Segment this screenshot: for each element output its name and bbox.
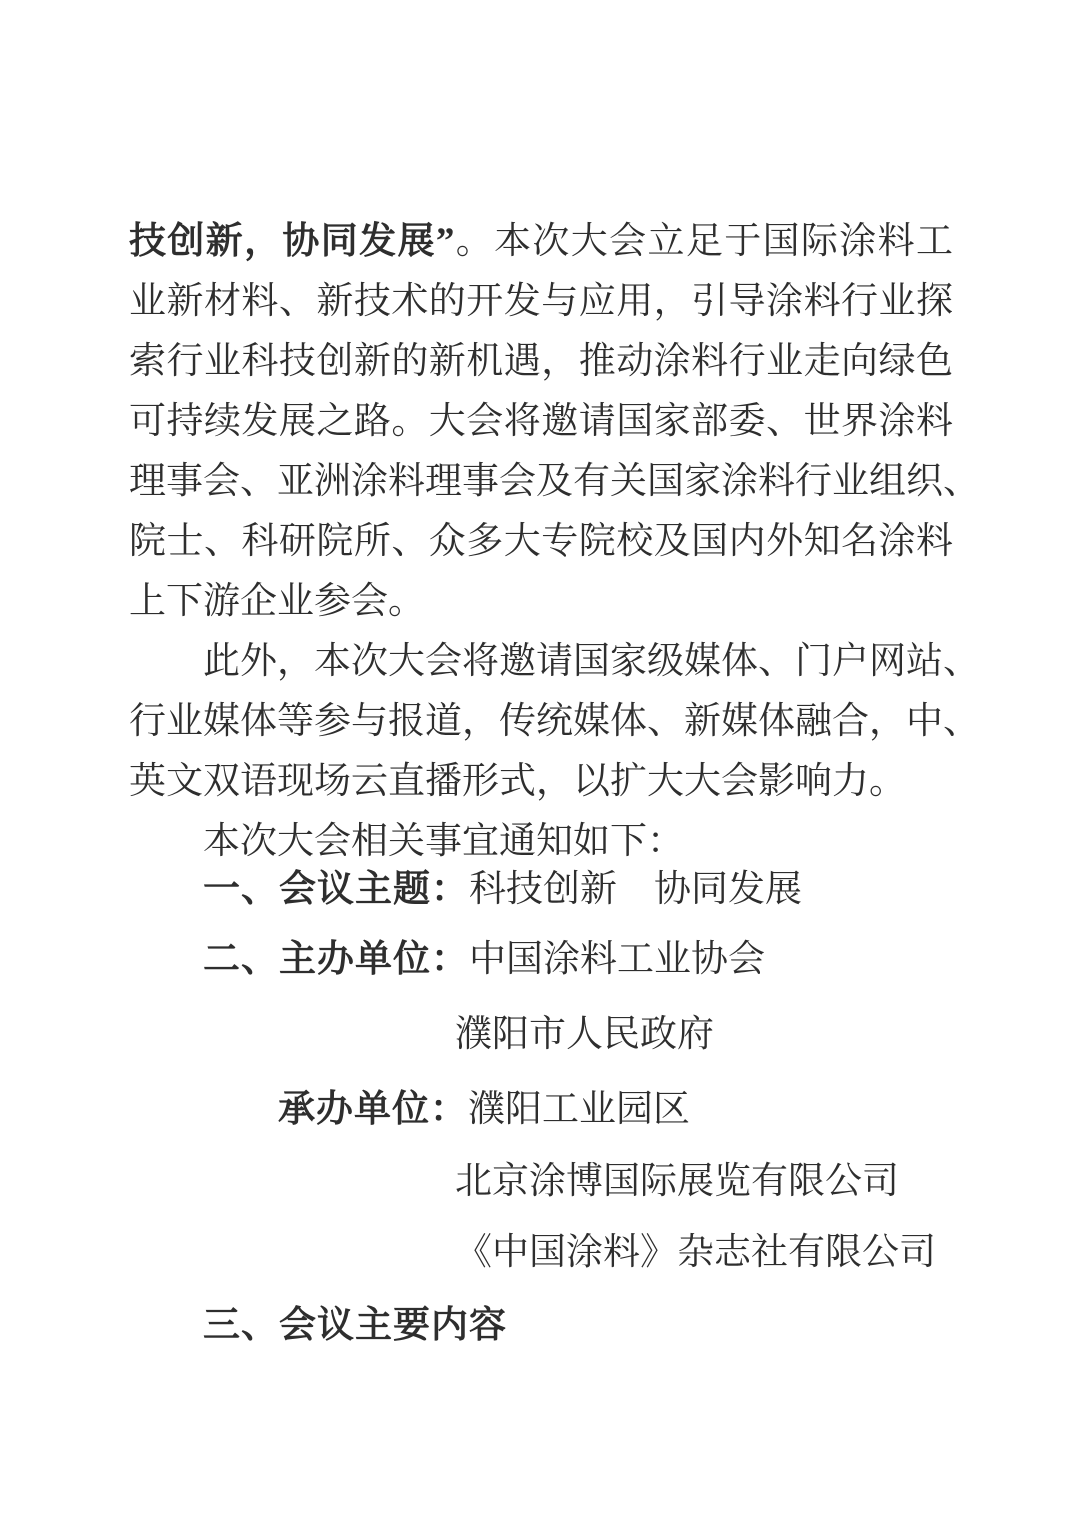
notice-intro-line: 本次大会相关事宜通知如下：: [203, 821, 684, 862]
host-org-row: [129, 930, 953, 990]
meeting-theme-label: 一、会议主题：: [203, 869, 469, 910]
para1-line-3: 索行业科技创新的新机遇，推动涂料行业走向绿色: [129, 341, 953, 382]
organizer-value-3: 《中国涂料》杂志社有限公司: [455, 1232, 936, 1273]
para1-line-7: 上下游企业参会。: [129, 581, 425, 622]
organizer-label: 承办单位：: [278, 1089, 468, 1130]
organizer-value-3-row: [129, 1223, 953, 1283]
organizer-value-1: 濮阳工业园区: [468, 1089, 690, 1130]
para1-line-5: 理事会、亚洲涂料理事会及有关国家涂料行业组织、: [129, 461, 980, 502]
para1-line-1: [129, 212, 953, 272]
meeting-theme-row: [129, 860, 953, 920]
host-org-value-2-row: [129, 1005, 953, 1065]
organizer-value-2-row: [129, 1152, 953, 1212]
para1-line-4: 可持续发展之路。大会将邀请国家部委、世界涂料: [129, 401, 953, 442]
host-org-value-1: 中国涂料工业协会: [469, 939, 765, 980]
para1-line-6: 院士、科研院所、众多大专院校及国内外知名涂料: [129, 521, 953, 562]
document-body: [129, 212, 980, 1356]
conference-theme-quote: 技创新，协同发展”: [129, 221, 455, 262]
host-org-label: 二、主办单位：: [203, 939, 469, 980]
para2-line-1: 此外，本次大会将邀请国家级媒体、门户网站、: [203, 641, 980, 682]
para1-line-1-rest: 。本次大会立足于国际涂料工: [454, 221, 954, 262]
section3-heading: 三、会议主要内容: [203, 1305, 507, 1346]
para2-line-2: 行业媒体等参与报道，传统媒体、新媒体融合，中、: [129, 701, 980, 742]
para2-line-3: 英文双语现场云直播形式，以扩大大会影响力。: [129, 761, 906, 802]
organizer-row: [129, 1080, 953, 1140]
organizer-value-2: 北京涂博国际展览有限公司: [455, 1161, 899, 1202]
para1-line-2: 业新材料、新技术的开发与应用，引导涂料行业探: [129, 281, 953, 322]
host-org-value-2: 濮阳市人民政府: [455, 1014, 714, 1055]
meeting-theme-value: 科技创新 协同发展: [469, 869, 802, 910]
